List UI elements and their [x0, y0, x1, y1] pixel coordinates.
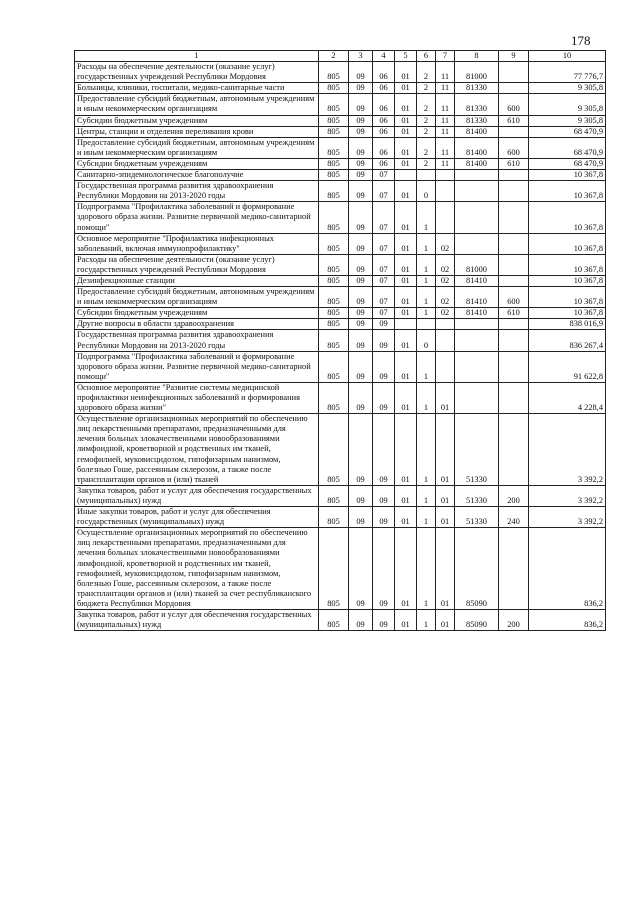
program-code: 01 — [395, 83, 417, 94]
subsection-code: 07 — [373, 254, 395, 275]
expense-type-code: 600 — [499, 137, 529, 158]
direction-code: 51330 — [455, 414, 499, 486]
direction-code: 81410 — [455, 275, 499, 286]
subprogram-code: 1 — [417, 414, 436, 486]
row-name: Осуществление организационных мероприятий по обеспечению лиц лекарственными препаратами, предназначенными для лечения больных злокачественными новообразованиями лимфоидной, кроветворной и родственных им тканей, гемофилией, муковисцидозом, гипофизарным нанизмом, болезнью Гоше, рассеянным склерозом, а также после трансплантации органов и (или) тканей за счет республиканского бюджета Республики Мордовия — [75, 528, 319, 610]
subprogram-code: 1 — [417, 202, 436, 233]
amount-cell: 838 016,9 — [529, 319, 606, 330]
column-header: 3 — [349, 51, 373, 62]
subsection-code: 09 — [373, 528, 395, 610]
subsection-code: 07 — [373, 308, 395, 319]
subsection-code: 07 — [373, 202, 395, 233]
row-name: Предоставление субсидий бюджетным, автономным учреждениям и иным некоммерческим организациям — [75, 287, 319, 308]
expense-type-code — [499, 62, 529, 83]
column-header: 2 — [319, 51, 349, 62]
direction-code: 85090 — [455, 528, 499, 610]
expense-type-code — [499, 126, 529, 137]
direction-code: 81400 — [455, 126, 499, 137]
subprogram-code: 1 — [417, 275, 436, 286]
table-row — [75, 170, 606, 181]
chapter-code: 805 — [319, 62, 349, 83]
amount-cell: 10 367,8 — [529, 202, 606, 233]
amount-cell: 77 776,7 — [529, 62, 606, 83]
direction-code: 81330 — [455, 94, 499, 115]
expense-type-code: 200 — [499, 485, 529, 506]
table-row — [75, 137, 606, 158]
subprogram-code: 1 — [417, 609, 436, 630]
amount-cell: 10 367,8 — [529, 308, 606, 319]
table-body — [75, 62, 606, 631]
subsection-code: 07 — [373, 275, 395, 286]
program-code: 01 — [395, 137, 417, 158]
table-row — [75, 485, 606, 506]
program-code: 01 — [395, 351, 417, 382]
row-name: Расходы на обеспечение деятельности (оказание услуг) государственных учреждений Республики Мордовия — [75, 62, 319, 83]
measure-code — [436, 181, 455, 202]
program-code: 01 — [395, 485, 417, 506]
page-number: 178 — [571, 33, 591, 48]
section-code: 09 — [349, 275, 373, 286]
chapter-code: 805 — [319, 609, 349, 630]
measure-code: 02 — [436, 308, 455, 319]
section-code: 09 — [349, 137, 373, 158]
expense-type-code: 610 — [499, 308, 529, 319]
measure-code: 01 — [436, 609, 455, 630]
row-name: Закупка товаров, работ и услуг для обеспечения государственных (муниципальных) нужд — [75, 485, 319, 506]
subsection-code: 07 — [373, 233, 395, 254]
chapter-code: 805 — [319, 158, 349, 169]
amount-cell: 68 470,9 — [529, 126, 606, 137]
expense-type-code — [499, 83, 529, 94]
row-name: Подпрограмма "Профилактика заболеваний и формирование здорового образа жизни. Развитие первичной медико-санитарной помощи" — [75, 351, 319, 382]
subsection-code: 09 — [373, 351, 395, 382]
amount-cell: 836 267,4 — [529, 330, 606, 351]
section-code: 09 — [349, 609, 373, 630]
direction-code — [455, 330, 499, 351]
measure-code — [436, 319, 455, 330]
direction-code: 51330 — [455, 507, 499, 528]
direction-code: 81330 — [455, 115, 499, 126]
direction-code — [455, 319, 499, 330]
chapter-code: 805 — [319, 254, 349, 275]
amount-cell: 10 367,8 — [529, 170, 606, 181]
table-row — [75, 181, 606, 202]
program-code: 01 — [395, 115, 417, 126]
subsection-code: 09 — [373, 485, 395, 506]
row-name: Закупка товаров, работ и услуг для обеспечения государственных (муниципальных) нужд — [75, 609, 319, 630]
table-row — [75, 115, 606, 126]
direction-code: 81410 — [455, 308, 499, 319]
chapter-code: 805 — [319, 126, 349, 137]
measure-code: 11 — [436, 94, 455, 115]
chapter-code: 805 — [319, 137, 349, 158]
amount-cell: 10 367,8 — [529, 287, 606, 308]
chapter-code: 805 — [319, 319, 349, 330]
subprogram-code: 1 — [417, 308, 436, 319]
column-header: 8 — [455, 51, 499, 62]
table-row — [75, 94, 606, 115]
section-code: 09 — [349, 287, 373, 308]
measure-code: 02 — [436, 287, 455, 308]
column-header: 4 — [373, 51, 395, 62]
section-code: 09 — [349, 181, 373, 202]
row-name: Больницы, клиники, госпитали, медико-санитарные части — [75, 83, 319, 94]
program-code: 01 — [395, 287, 417, 308]
section-code: 09 — [349, 83, 373, 94]
subprogram-code — [417, 170, 436, 181]
program-code: 01 — [395, 414, 417, 486]
subprogram-code: 1 — [417, 507, 436, 528]
amount-cell: 10 367,8 — [529, 275, 606, 286]
subsection-code: 09 — [373, 330, 395, 351]
section-code: 09 — [349, 308, 373, 319]
amount-cell: 10 367,8 — [529, 181, 606, 202]
direction-code: 81400 — [455, 158, 499, 169]
program-code — [395, 170, 417, 181]
subprogram-code: 2 — [417, 94, 436, 115]
amount-cell: 91 622,8 — [529, 351, 606, 382]
row-name: Основное мероприятие "Развитие системы медицинской профилактики неинфекционных заболеваний и формирования здорового образа жизни" — [75, 382, 319, 413]
section-code: 09 — [349, 485, 373, 506]
column-header: 10 — [529, 51, 606, 62]
subprogram-code: 1 — [417, 382, 436, 413]
section-code: 09 — [349, 170, 373, 181]
program-code: 01 — [395, 275, 417, 286]
subprogram-code: 1 — [417, 528, 436, 610]
chapter-code: 805 — [319, 181, 349, 202]
subprogram-code: 2 — [417, 62, 436, 83]
section-code: 09 — [349, 115, 373, 126]
expense-type-code: 200 — [499, 609, 529, 630]
table-row — [75, 308, 606, 319]
measure-code: 01 — [436, 507, 455, 528]
chapter-code: 805 — [319, 115, 349, 126]
amount-cell: 10 367,8 — [529, 233, 606, 254]
row-name: Субсидии бюджетным учреждениям — [75, 158, 319, 169]
amount-cell: 9 305,8 — [529, 94, 606, 115]
section-code: 09 — [349, 254, 373, 275]
direction-code: 81410 — [455, 287, 499, 308]
expense-type-code — [499, 528, 529, 610]
section-code: 09 — [349, 351, 373, 382]
program-code: 01 — [395, 202, 417, 233]
section-code: 09 — [349, 319, 373, 330]
section-code: 09 — [349, 62, 373, 83]
table-row — [75, 254, 606, 275]
row-name: Подпрограмма "Профилактика заболеваний и формирование здорового образа жизни. Развитие первичной медико-санитарной помощи" — [75, 202, 319, 233]
column-header: 9 — [499, 51, 529, 62]
subprogram-code: 0 — [417, 181, 436, 202]
program-code: 01 — [395, 62, 417, 83]
expense-type-code: 610 — [499, 158, 529, 169]
direction-code — [455, 233, 499, 254]
section-code: 09 — [349, 94, 373, 115]
chapter-code: 805 — [319, 83, 349, 94]
chapter-code: 805 — [319, 94, 349, 115]
table-row — [75, 507, 606, 528]
row-name: Государственная программа развития здравоохранения Республики Мордовия на 2013-2020 годы — [75, 181, 319, 202]
subprogram-code: 2 — [417, 126, 436, 137]
expense-type-code: 610 — [499, 115, 529, 126]
measure-code — [436, 351, 455, 382]
measure-code: 11 — [436, 137, 455, 158]
program-code: 01 — [395, 94, 417, 115]
chapter-code: 805 — [319, 275, 349, 286]
subprogram-code — [417, 319, 436, 330]
direction-code — [455, 181, 499, 202]
expense-type-code — [499, 319, 529, 330]
program-code: 01 — [395, 382, 417, 413]
table-row — [75, 83, 606, 94]
program-code: 01 — [395, 330, 417, 351]
row-name: Другие вопросы в области здравоохранения — [75, 319, 319, 330]
chapter-code: 805 — [319, 382, 349, 413]
section-code: 09 — [349, 202, 373, 233]
direction-code: 51330 — [455, 485, 499, 506]
expense-type-code — [499, 330, 529, 351]
expense-type-code: 240 — [499, 507, 529, 528]
subsection-code: 09 — [373, 414, 395, 486]
measure-code: 11 — [436, 115, 455, 126]
chapter-code: 805 — [319, 330, 349, 351]
subprogram-code: 1 — [417, 485, 436, 506]
measure-code — [436, 202, 455, 233]
section-code: 09 — [349, 158, 373, 169]
row-name: Субсидии бюджетным учреждениям — [75, 308, 319, 319]
table-row — [75, 382, 606, 413]
subsection-code: 07 — [373, 181, 395, 202]
subsection-code: 09 — [373, 507, 395, 528]
program-code: 01 — [395, 254, 417, 275]
table-row — [75, 528, 606, 610]
program-code: 01 — [395, 233, 417, 254]
table-row — [75, 609, 606, 630]
subsection-code: 06 — [373, 62, 395, 83]
measure-code: 11 — [436, 83, 455, 94]
chapter-code: 805 — [319, 507, 349, 528]
direction-code: 81400 — [455, 137, 499, 158]
budget-table — [74, 50, 606, 631]
program-code: 01 — [395, 126, 417, 137]
subprogram-code: 1 — [417, 233, 436, 254]
section-code: 09 — [349, 507, 373, 528]
table-row — [75, 330, 606, 351]
subsection-code: 09 — [373, 609, 395, 630]
subprogram-code: 0 — [417, 330, 436, 351]
chapter-code: 805 — [319, 233, 349, 254]
measure-code — [436, 330, 455, 351]
section-code: 09 — [349, 233, 373, 254]
amount-cell: 3 392,2 — [529, 485, 606, 506]
subprogram-code: 2 — [417, 137, 436, 158]
measure-code: 11 — [436, 126, 455, 137]
table-row — [75, 158, 606, 169]
chapter-code: 805 — [319, 287, 349, 308]
table-row — [75, 62, 606, 83]
program-code: 01 — [395, 181, 417, 202]
table-row — [75, 126, 606, 137]
column-header: 5 — [395, 51, 417, 62]
section-code: 09 — [349, 330, 373, 351]
expense-type-code — [499, 170, 529, 181]
row-name: Осуществление организационных мероприятий по обеспечению лиц лекарственными препаратами, предназначенными для лечения больных злокачественными новообразованиями лимфоидной, кроветворной и родственных им тканей, гемофилией, муковисцидозом, гипофизарным нанизмом, болезнью Гоше, рассеянным склерозом, а также после трансплантации органов и (или) тканей — [75, 414, 319, 486]
expense-type-code: 600 — [499, 287, 529, 308]
direction-code — [455, 351, 499, 382]
subsection-code: 06 — [373, 115, 395, 126]
subprogram-code: 2 — [417, 83, 436, 94]
program-code: 01 — [395, 507, 417, 528]
subprogram-code: 1 — [417, 254, 436, 275]
chapter-code: 805 — [319, 528, 349, 610]
expense-type-code — [499, 254, 529, 275]
amount-cell: 10 367,8 — [529, 254, 606, 275]
expense-type-code: 600 — [499, 94, 529, 115]
direction-code: 81000 — [455, 254, 499, 275]
amount-cell: 68 470,9 — [529, 137, 606, 158]
measure-code: 01 — [436, 382, 455, 413]
measure-code: 11 — [436, 158, 455, 169]
table-row — [75, 319, 606, 330]
measure-code: 11 — [436, 62, 455, 83]
row-name: Санитарно-эпидемиологическое благополучие — [75, 170, 319, 181]
table-row — [75, 233, 606, 254]
expense-type-code — [499, 233, 529, 254]
amount-cell: 836,2 — [529, 609, 606, 630]
program-code: 01 — [395, 609, 417, 630]
direction-code — [455, 202, 499, 233]
subsection-code: 06 — [373, 158, 395, 169]
row-name: Предоставление субсидий бюджетным, автономным учреждениям и иным некоммерческим организациям — [75, 137, 319, 158]
subsection-code: 06 — [373, 83, 395, 94]
table-row — [75, 414, 606, 486]
measure-code: 02 — [436, 275, 455, 286]
direction-code — [455, 382, 499, 413]
row-name: Дезинфекционные станции — [75, 275, 319, 286]
subsection-code: 09 — [373, 382, 395, 413]
amount-cell: 9 305,8 — [529, 115, 606, 126]
header-row — [75, 51, 606, 62]
measure-code: 02 — [436, 233, 455, 254]
program-code: 01 — [395, 528, 417, 610]
expense-type-code — [499, 414, 529, 486]
expense-type-code — [499, 382, 529, 413]
program-code — [395, 319, 417, 330]
expense-type-code — [499, 275, 529, 286]
column-header: 7 — [436, 51, 455, 62]
table-row — [75, 287, 606, 308]
section-code: 09 — [349, 382, 373, 413]
subsection-code: 07 — [373, 170, 395, 181]
column-header: 6 — [417, 51, 436, 62]
amount-cell: 4 228,4 — [529, 382, 606, 413]
subprogram-code: 1 — [417, 287, 436, 308]
subsection-code: 09 — [373, 319, 395, 330]
program-code: 01 — [395, 158, 417, 169]
section-code: 09 — [349, 528, 373, 610]
subsection-code: 06 — [373, 94, 395, 115]
subprogram-code: 2 — [417, 158, 436, 169]
expense-type-code — [499, 181, 529, 202]
expense-type-code — [499, 202, 529, 233]
chapter-code: 805 — [319, 202, 349, 233]
direction-code: 81000 — [455, 62, 499, 83]
subprogram-code: 1 — [417, 351, 436, 382]
expense-type-code — [499, 351, 529, 382]
row-name: Предоставление субсидий бюджетным, автономным учреждениям и иным некоммерческим организациям — [75, 94, 319, 115]
direction-code: 85090 — [455, 609, 499, 630]
direction-code — [455, 170, 499, 181]
amount-cell: 836,2 — [529, 528, 606, 610]
table-row — [75, 202, 606, 233]
chapter-code: 805 — [319, 414, 349, 486]
amount-cell: 3 392,2 — [529, 414, 606, 486]
subprogram-code: 2 — [417, 115, 436, 126]
table-row — [75, 351, 606, 382]
row-name: Основное мероприятие "Профилактика инфекционных заболеваний, включая иммунопрофилактику" — [75, 233, 319, 254]
amount-cell: 68 470,9 — [529, 158, 606, 169]
chapter-code: 805 — [319, 308, 349, 319]
row-name: Субсидии бюджетным учреждениям — [75, 115, 319, 126]
amount-cell: 3 392,2 — [529, 507, 606, 528]
section-code: 09 — [349, 414, 373, 486]
row-name: Иные закупки товаров, работ и услуг для обеспечения государственных (муниципальных) нужд — [75, 507, 319, 528]
column-header: 1 — [75, 51, 319, 62]
measure-code — [436, 170, 455, 181]
section-code: 09 — [349, 126, 373, 137]
row-name: Государственная программа развития здравоохранения Республики Мордовия на 2013-2020 годы — [75, 330, 319, 351]
table-row — [75, 275, 606, 286]
row-name: Центры, станции и отделения переливания крови — [75, 126, 319, 137]
measure-code: 01 — [436, 485, 455, 506]
program-code: 01 — [395, 308, 417, 319]
subsection-code: 07 — [373, 287, 395, 308]
subsection-code: 06 — [373, 137, 395, 158]
measure-code: 02 — [436, 254, 455, 275]
row-name: Расходы на обеспечение деятельности (оказание услуг) государственных учреждений Республики Мордовия — [75, 254, 319, 275]
chapter-code: 805 — [319, 485, 349, 506]
direction-code: 81330 — [455, 83, 499, 94]
measure-code: 01 — [436, 414, 455, 486]
chapter-code: 805 — [319, 351, 349, 382]
amount-cell: 9 305,8 — [529, 83, 606, 94]
measure-code: 01 — [436, 528, 455, 610]
chapter-code: 805 — [319, 170, 349, 181]
subsection-code: 06 — [373, 126, 395, 137]
